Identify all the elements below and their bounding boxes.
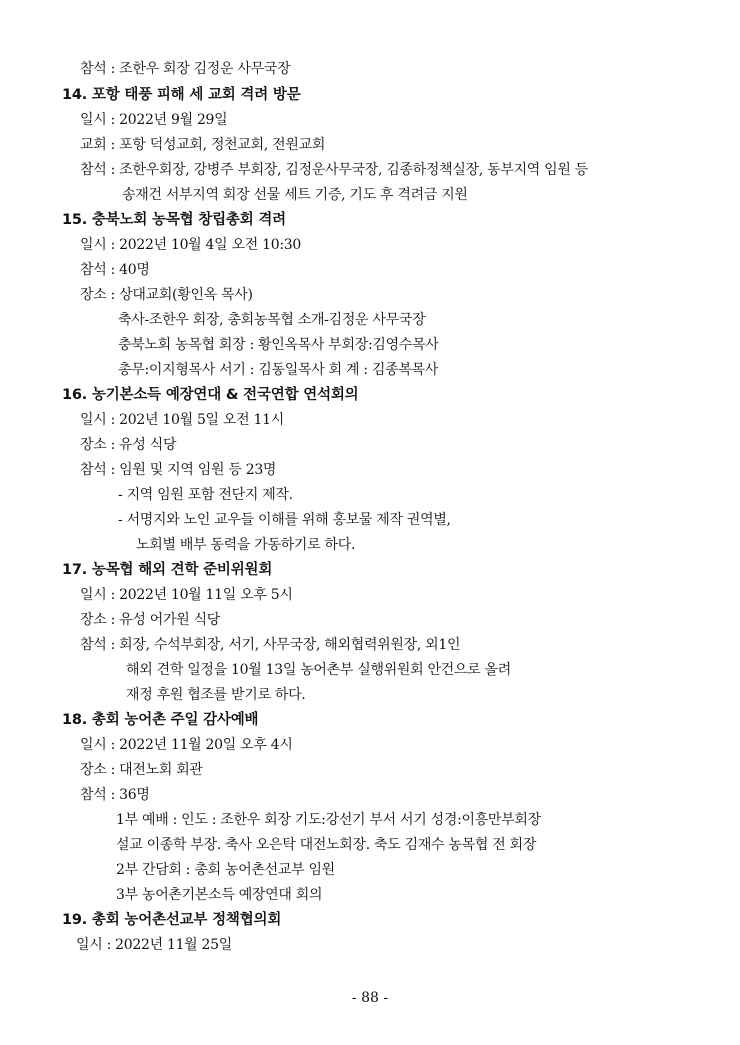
detail-line: 충북노회 농목협 회장 : 황인옥목사 부회장:김영수목사 xyxy=(118,337,439,353)
attendees-line: 참석 : 조한우회장, 강병주 부회장, 김정운사무국장, 김종하정책실장, 동부지역 임원 등 xyxy=(80,162,588,178)
detail-line: 총무:이지형목사 서기 : 김동일목사 회 계 : 김종복목사 xyxy=(118,362,439,378)
attendees-line: 참석 : 임원 및 지역 임원 등 23명 xyxy=(80,462,277,478)
date-line: 일시 : 2022년 10월 11일 오후 5시 xyxy=(80,587,293,603)
program-line: 설교 이종학 부장. 축사 오은탁 대전노회장. 축도 김재수 농목협 전 회장 xyxy=(116,837,537,853)
date-line: 일시 : 2022년 9월 29일 xyxy=(80,112,228,128)
detail-line: 노회별 배부 동력을 가동하기로 하다. xyxy=(136,537,356,553)
detail-line: 송재건 서부지역 회장 선물 세트 기증, 기도 후 격려금 지원 xyxy=(122,187,468,203)
program-line: 2부 간담회 : 총회 농어촌선교부 임원 xyxy=(116,862,335,878)
date-line: 일시 : 2022년 11월 25일 xyxy=(76,937,232,953)
attendees-line: 참석 : 회장, 수석부회장, 서기, 사무국장, 해외협력위원장, 외1인 xyxy=(80,637,461,653)
detail-line: 축사-조한우 회장, 총회농목협 소개-김정운 사무국장 xyxy=(118,312,426,328)
place-line: 장소 : 상대교회(황인옥 목사) xyxy=(80,287,253,303)
section-heading-14: 14. 포항 태풍 피해 세 교회 격려 방문 xyxy=(62,87,301,103)
date-line: 일시 : 2022년 10월 4일 오전 10:30 xyxy=(80,237,301,253)
section-heading-15: 15. 충북노회 농목협 창립총회 격려 xyxy=(62,212,286,228)
date-line: 일시 : 202년 10월 5일 오전 11시 xyxy=(80,412,284,428)
attendees-line: 참석 : 40명 xyxy=(80,262,150,278)
page-number: - 88 - xyxy=(351,990,389,1006)
bullet-line: - 서명지와 노인 교우들 이해를 위해 홍보물 제작 권역별, xyxy=(118,512,451,528)
section-heading-18: 18. 총회 농어촌 주일 감사예배 xyxy=(62,712,259,728)
date-line: 일시 : 2022년 11월 20일 오후 4시 xyxy=(80,737,293,753)
section-heading-19: 19. 총회 농어촌선교부 정책협의회 xyxy=(62,912,282,928)
program-line: 1부 예배 : 인도 : 조한우 회장 기도:강선기 부서 서기 성경:이흥만부회장 xyxy=(116,812,541,828)
bullet-line: - 지역 임원 포함 전단지 제작. xyxy=(118,487,293,503)
section-heading-16: 16. 농기본소득 예장연대 & 전국연합 연석회의 xyxy=(62,387,359,403)
detail-line: 재정 후원 협조를 받기로 하다. xyxy=(126,687,306,703)
attendees-line: 참석 : 조한우 회장 김정운 사무국장 xyxy=(80,61,291,77)
detail-line: 해외 견학 일정을 10월 13일 농어촌부 실행위원회 안건으로 올려 xyxy=(126,662,512,678)
place-line: 장소 : 대전노회 회관 xyxy=(80,762,203,778)
attendees-line: 참석 : 36명 xyxy=(80,787,150,803)
churches-line: 교회 : 포항 덕성교회, 정천교회, 전원교회 xyxy=(80,137,326,153)
section-heading-17: 17. 농목협 해외 견학 준비위원회 xyxy=(62,562,273,578)
place-line: 장소 : 유성 식당 xyxy=(80,437,177,453)
place-line: 장소 : 유성 어가원 식당 xyxy=(80,612,221,628)
program-line: 3부 농어촌기본소득 예장연대 회의 xyxy=(116,887,323,903)
